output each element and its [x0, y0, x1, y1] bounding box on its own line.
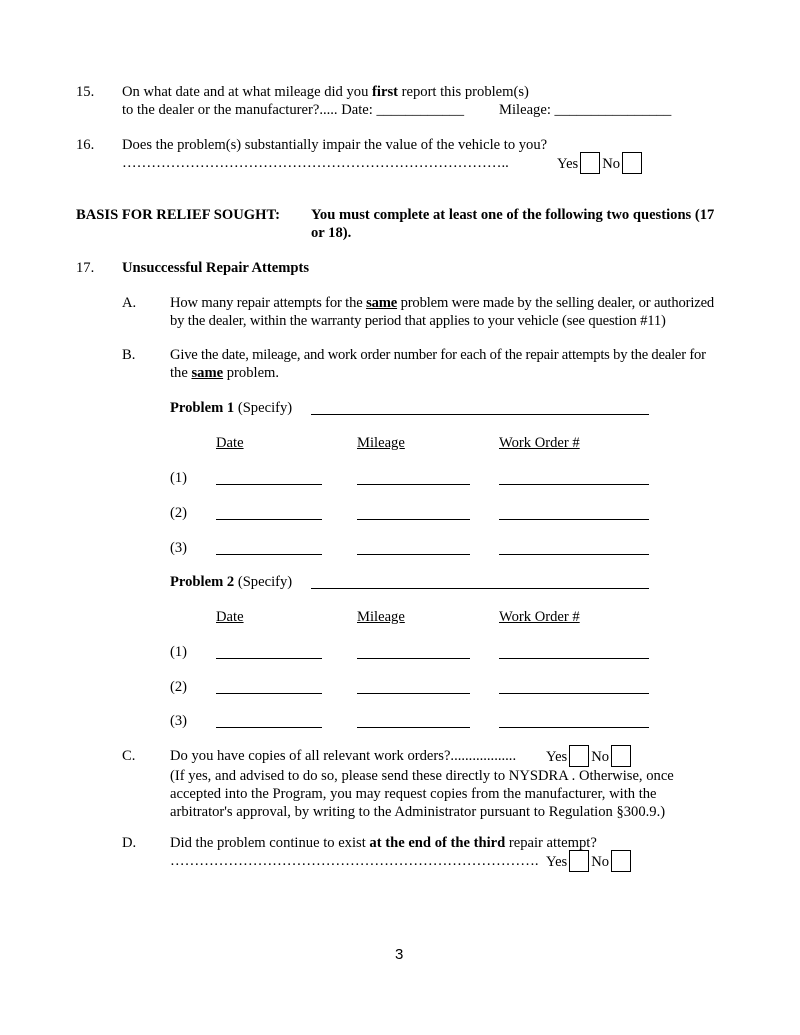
- problem-1-row-3-date-field[interactable]: [216, 554, 322, 555]
- problem-1-date-header: Date: [216, 435, 244, 451]
- problem-1-row-1-workorder-field[interactable]: [499, 484, 649, 485]
- problem-1-row-1-date-field[interactable]: [216, 484, 322, 485]
- q17c-yes-label: Yes: [546, 749, 568, 765]
- problem-1-row-2-label: (2): [170, 505, 188, 521]
- problem-1-row-3-label: (3): [170, 540, 188, 556]
- q17c-line2: (If yes, and advised to do so, please send these directly to NYSDRA . Otherwise, once: [170, 768, 674, 784]
- q17d-dots: ………………………………………………………………….: [170, 853, 539, 869]
- q15-mileage-field[interactable]: Mileage: ________________: [499, 102, 672, 118]
- q16-no-label: No: [602, 156, 621, 172]
- problem-1-row-2-mileage-field[interactable]: [357, 519, 470, 520]
- q17-number: 17.: [76, 260, 95, 276]
- q17b-letter: B.: [122, 347, 136, 363]
- q17d-no-checkbox[interactable]: [611, 850, 631, 872]
- problem-2-row-3-label: (3): [170, 713, 188, 729]
- problem-1-label: Problem 1 (Specify): [170, 400, 293, 416]
- q16-line1: Does the problem(s) substantially impair the value of the vehicle to you?: [122, 137, 548, 153]
- problem-1-workorder-header: Work Order #: [499, 435, 580, 451]
- q17d-no-label: No: [591, 854, 610, 870]
- q16-answer: [557, 152, 644, 174]
- problem-2-row-2-label: (2): [170, 679, 188, 695]
- q17c-no-label: No: [591, 749, 610, 765]
- problem-1-row-3-workorder-field[interactable]: [499, 554, 649, 555]
- q17c-answer: [546, 745, 633, 767]
- problem-1-row-2-workorder-field[interactable]: [499, 519, 649, 520]
- q17a-line2: by the dealer, within the warranty period that applies to your vehicle (see question #11): [170, 313, 666, 329]
- problem-2-row-1-workorder-field[interactable]: [499, 658, 649, 659]
- page-number: 3: [395, 946, 404, 963]
- q16-number: 16.: [76, 137, 95, 153]
- basis-text-1: You must complete at least one of the following two questions (17: [311, 207, 715, 223]
- q17c-line4: arbitrator's approval, by writing to the Administrator pursuant to Regulation §300.9.): [170, 804, 666, 820]
- problem-1-specify-field[interactable]: [311, 414, 649, 415]
- q17c-yes-checkbox[interactable]: [569, 745, 589, 767]
- problem-2-label: Problem 2 (Specify): [170, 574, 293, 590]
- problem-2-row-2-date-field[interactable]: [216, 693, 322, 694]
- basis-label: BASIS FOR RELIEF SOUGHT:: [76, 207, 280, 223]
- q17b-line1: Give the date, mileage, and work order number for each of the repair attempts by the dealer for: [170, 347, 706, 363]
- q17a-letter: A.: [122, 295, 137, 311]
- problem-1-row-1-mileage-field[interactable]: [357, 484, 470, 485]
- q16-yes-checkbox[interactable]: [580, 152, 600, 174]
- q17d-yes-checkbox[interactable]: [569, 850, 589, 872]
- q17b-line2: the same problem.: [170, 365, 280, 381]
- problem-2-row-3-workorder-field[interactable]: [499, 727, 649, 728]
- q15-line1: On what date and at what mileage did you first report this problem(s): [122, 84, 529, 100]
- q17c-no-checkbox[interactable]: [611, 745, 631, 767]
- q17-title: Unsuccessful Repair Attempts: [122, 260, 310, 276]
- problem-2-mileage-header: Mileage: [357, 609, 405, 625]
- q17a-line1: How many repair attempts for the same problem were made by the selling dealer, or authorized: [170, 295, 715, 311]
- q15-number: 15.: [76, 84, 95, 100]
- q17c-line3: accepted into the Program, you may request copies from the manufacturer, with the: [170, 786, 657, 802]
- q17d-answer: [546, 850, 633, 872]
- problem-2-row-2-workorder-field[interactable]: [499, 693, 649, 694]
- problem-2-row-1-date-field[interactable]: [216, 658, 322, 659]
- problem-1-mileage-header: Mileage: [357, 435, 405, 451]
- problem-2-row-1-mileage-field[interactable]: [357, 658, 470, 659]
- q17c-letter: C.: [122, 748, 136, 764]
- problem-2-row-3-date-field[interactable]: [216, 727, 322, 728]
- problem-2-workorder-header: Work Order #: [499, 609, 580, 625]
- problem-1-row-2-date-field[interactable]: [216, 519, 322, 520]
- problem-2-date-header: Date: [216, 609, 244, 625]
- q15-date-field[interactable]: to the dealer or the manufacturer?..... Date: ____________: [122, 102, 465, 118]
- q17d-line1: Did the problem continue to exist at the end of the third repair attempt?: [170, 835, 597, 851]
- problem-2-row-2-mileage-field[interactable]: [357, 693, 470, 694]
- problem-1-row-1-label: (1): [170, 470, 188, 486]
- q16-no-checkbox[interactable]: [622, 152, 642, 174]
- problem-2-row-1-label: (1): [170, 644, 188, 660]
- basis-text-2: or 18).: [311, 225, 352, 241]
- q16-dots: ……………………………………………………………………..: [122, 155, 509, 171]
- q16-yes-label: Yes: [557, 156, 579, 172]
- problem-2-specify-field[interactable]: [311, 588, 649, 589]
- q17d-yes-label: Yes: [546, 854, 568, 870]
- problem-2-row-3-mileage-field[interactable]: [357, 727, 470, 728]
- q17d-letter: D.: [122, 835, 137, 851]
- problem-1-row-3-mileage-field[interactable]: [357, 554, 470, 555]
- q17c-line1: Do you have copies of all relevant work orders?..................: [170, 748, 517, 764]
